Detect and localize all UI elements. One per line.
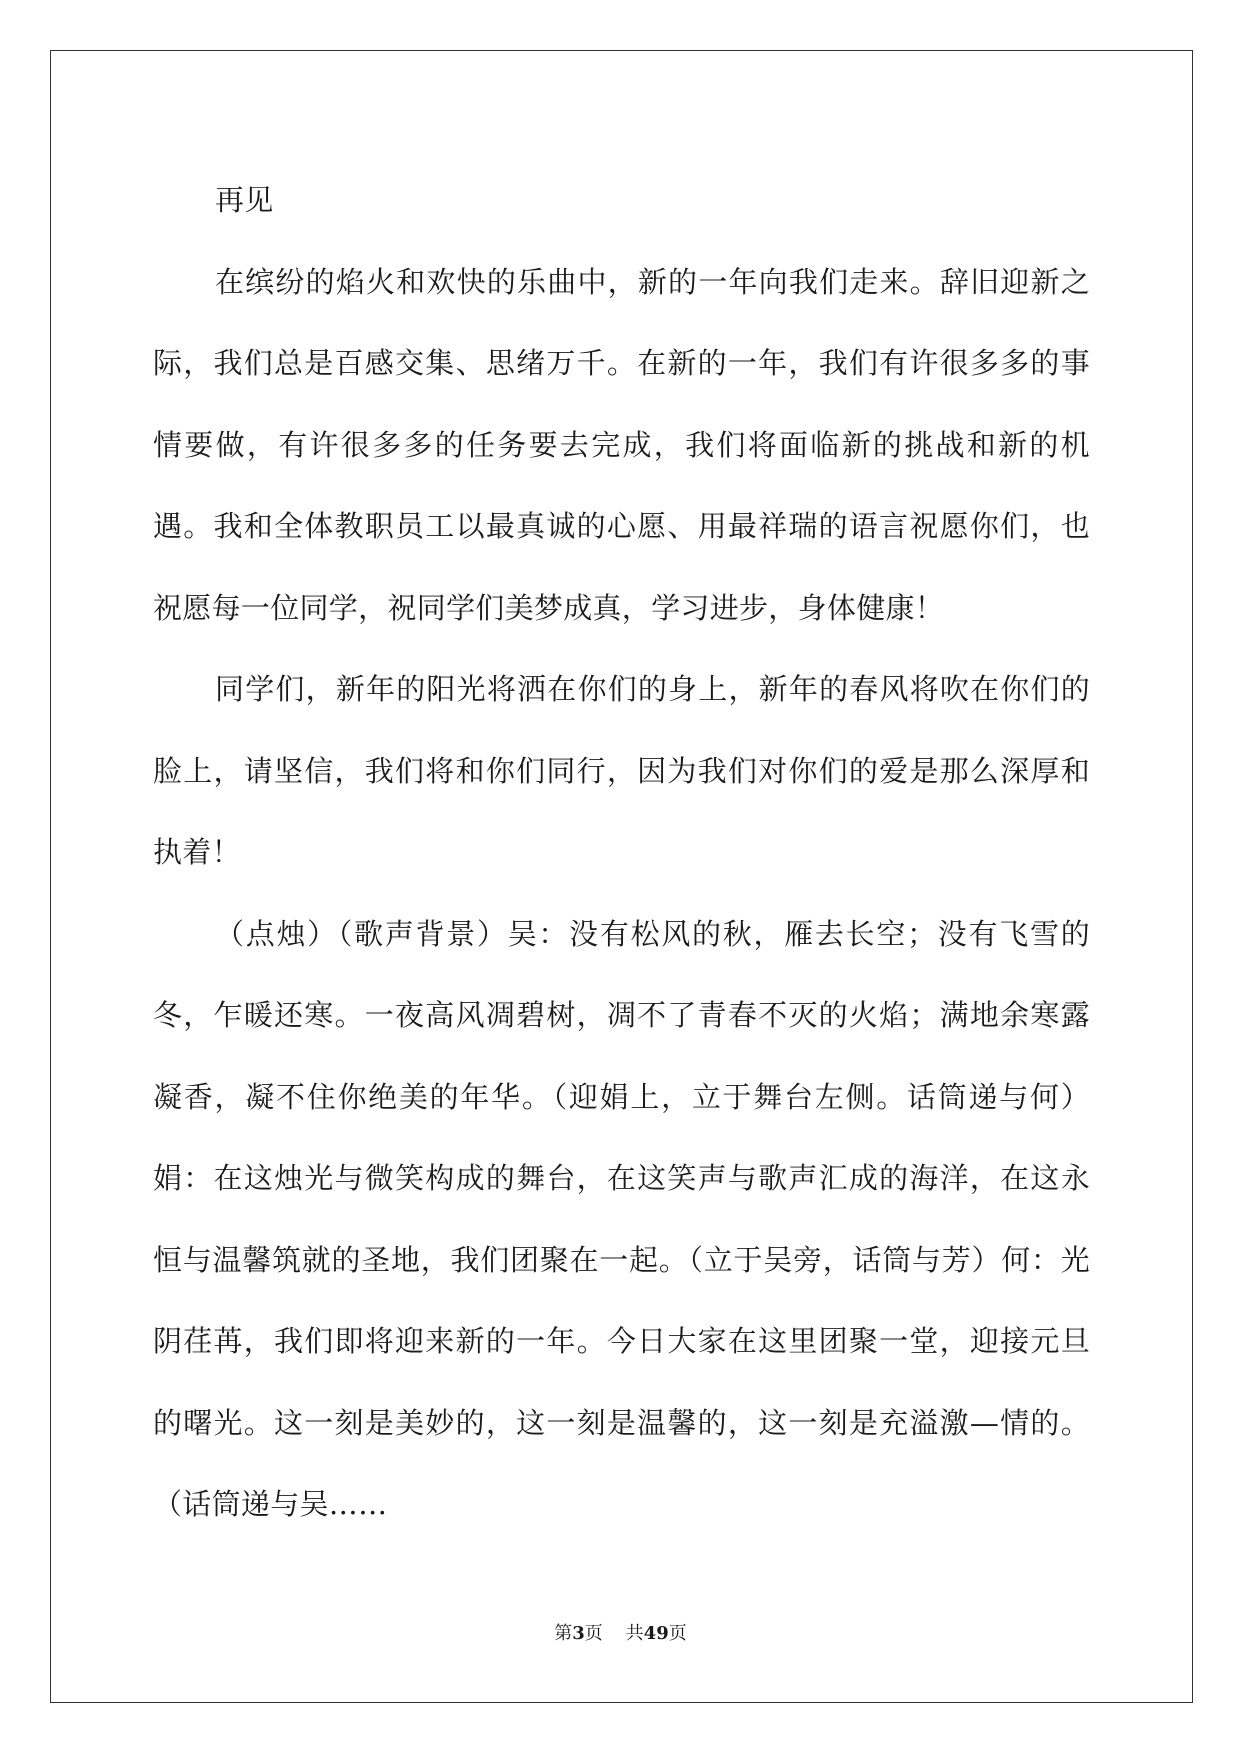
total-suffix: 页 bbox=[668, 1623, 687, 1644]
page-prefix: 第 bbox=[554, 1623, 573, 1644]
page-suffix: 页 bbox=[584, 1623, 603, 1644]
total-prefix: 共 bbox=[625, 1623, 644, 1644]
paragraph-new-year-greeting: 在缤纷的焰火和欢快的乐曲中，新的一年向我们走来。辞旧迎新之际，我们总是百感交集、思绪万千。在新的一年，我们有许很多多的事情要做，有许很多多的任务要去完成，我们将面临新的挑战和新的机遇。我和全体教职员工以最真诚的心愿、用最祥瑞的语言祝愿你们，也祝愿每一位同学，祝同学们美梦成真，学习进步，身体健康！ bbox=[153, 264, 1090, 625]
paragraph-students-address: 同学们，新年的阳光将洒在你们的身上，新年的春风将吹在你们的脸上，请坚信，我们将和你们同行，因为我们对你们的爱是那么深厚和执着！ bbox=[153, 672, 1090, 869]
paragraph-farewell: 再见 bbox=[215, 183, 274, 217]
paragraph-script-dialogue: （点烛）（歌声背景）吴：没有松风的秋，雁去长空；没有飞雪的冬，乍暖还寒。一夜高风凋碧树，凋不了青春不灭的火焰；满地余寒露凝香，凝不住你绝美的年华。（迎娟上，立于舞台左侧。话筒递与何）娟：在这烛光与微笑构成的舞台，在这笑声与歌声汇成的海洋，在这永恒与温馨筑就的圣地，我们团聚在一起。（立于吴旁，话筒与芳）何：光阴荏苒，我们即将迎来新的一年。今日大家在这里团聚一堂，迎接元旦的曙光。这一刻是美妙的，这一刻是温馨的，这一刻是充溢激—情的。（话筒递与吴…… bbox=[153, 916, 1090, 1521]
document-body bbox=[153, 160, 1090, 1546]
total-pages: 49 bbox=[643, 1623, 669, 1644]
page-number: 3 bbox=[572, 1623, 585, 1644]
page-footer bbox=[0, 1619, 1241, 1645]
